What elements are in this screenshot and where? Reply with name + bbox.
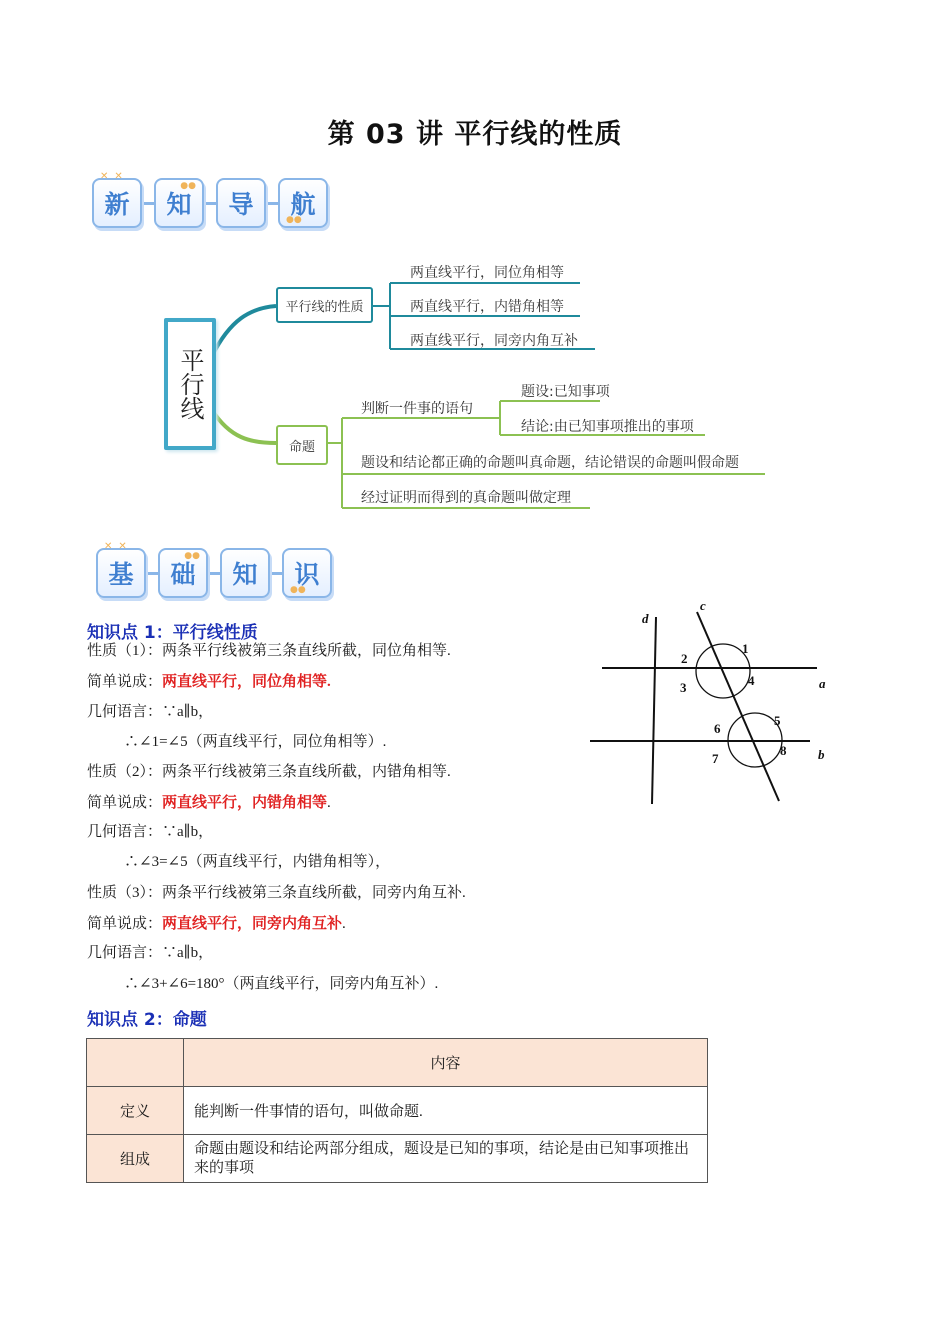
section-badge-basic-knowledge (96, 541, 332, 598)
mind-map-leaf: 判断一件事的语句 (361, 401, 473, 417)
dots-icon: ●● (286, 215, 302, 225)
angle-label-1: 1 (742, 641, 749, 656)
angle-label-5: 5 (774, 713, 781, 728)
mind-map-leaf: 结论:由已知事项推出的事项 (521, 419, 694, 435)
geometry-language-1a: 几何语言：∵a∥b， (87, 704, 214, 720)
parallel-lines-figure (580, 595, 850, 810)
mind-map-leaf: 题设和结论都正确的命题叫真命题，结论错误的命题叫假命题 (361, 455, 739, 471)
mind-map-branch-properties: 平行线的性质 (276, 287, 373, 323)
table-header-row (87, 1039, 708, 1087)
geometry-language-3b: ∴∠3+∠6=180°（两直线平行，同旁内角互补）. (124, 976, 439, 992)
page-title: 第 03 讲 平行线的性质 (327, 119, 623, 150)
mind-map-leaf: 经过证明而得到的真命题叫做定理 (361, 490, 571, 506)
geometry-language-2a: 几何语言：∵a∥b， (87, 824, 214, 840)
section-badge-new-knowledge (92, 171, 328, 228)
badge-char: ●● 础 (158, 548, 208, 598)
angle-label-2: 2 (681, 651, 688, 666)
knowledge-point-1-heading: 知识点 1：平行线性质 (87, 623, 258, 643)
mind-map-root: 平行线 (164, 318, 216, 450)
angle-label-8: 8 (780, 743, 787, 758)
property-2-text: 性质（2）：两条平行线被第三条直线所截，内错角相等. (87, 764, 451, 780)
geometry-language-1b: ∴∠1=∠5（两直线平行，同位角相等）. (124, 734, 387, 750)
table-row (87, 1135, 708, 1183)
sparkle-icon: ✕✕ (100, 171, 129, 182)
property-3-text: 性质（3）：两条平行线被第三条直线所截，同旁内角互补. (87, 885, 466, 901)
mind-map-leaf: 两直线平行，同位角相等 (410, 265, 564, 281)
badge-connector (270, 572, 282, 575)
badge-char: 知 (220, 548, 270, 598)
table-row-label: 组成 (87, 1135, 184, 1183)
dots-icon: ●● (290, 585, 306, 595)
knowledge-point-2-heading: 知识点 2：命题 (87, 1010, 207, 1030)
table-row-content: 能判断一件事情的语句，叫做命题. (184, 1087, 708, 1135)
badge-connector (208, 572, 220, 575)
angle-label-4: 4 (748, 673, 755, 688)
angle-label-7: 7 (712, 751, 719, 766)
property-1-text: 性质（1）：两条平行线被第三条直线所截，同位角相等. (87, 643, 451, 659)
badge-char: ✕✕ 新 (92, 178, 142, 228)
dots-icon: ●● (180, 181, 196, 191)
mind-map-branch-proposition: 命题 (276, 425, 328, 465)
dots-icon: ●● (184, 551, 200, 561)
badge-char: ●● 识 (282, 548, 332, 598)
table-header-content: 内容 (184, 1039, 708, 1087)
label-a: a (819, 676, 826, 691)
property-1-summary: 简单说成：两直线平行，同位角相等. (87, 674, 331, 690)
badge-connector (204, 202, 216, 205)
mind-map-leaf: 两直线平行，同旁内角互补 (410, 333, 578, 349)
label-c: c (700, 598, 706, 613)
label-d: d (642, 611, 649, 626)
table-row-label: 定义 (87, 1087, 184, 1135)
badge-char: ●● 知 (154, 178, 204, 228)
property-3-summary: 简单说成：两直线平行，同旁内角互补. (87, 916, 346, 932)
badge-connector (146, 572, 158, 575)
property-2-summary: 简单说成：两直线平行，内错角相等. (87, 795, 331, 811)
geometry-language-2b: ∴∠3=∠5（两直线平行，内错角相等）， (124, 854, 391, 870)
table-row-content: 命题由题设和结论两部分组成，题设是已知的事项，结论是由已知事项推出来的事项 (184, 1135, 708, 1183)
badge-char: ✕✕ 基 (96, 548, 146, 598)
mind-map (80, 250, 880, 520)
table-header-empty (87, 1039, 184, 1087)
badge-char: 导 (216, 178, 266, 228)
badge-connector (142, 202, 154, 205)
proposition-table (86, 1038, 708, 1183)
badge-connector (266, 202, 278, 205)
mind-map-leaf: 题设:已知事项 (521, 384, 610, 400)
line-d (652, 617, 656, 804)
angle-label-3: 3 (680, 680, 687, 695)
line-c (697, 612, 779, 801)
table-row (87, 1087, 708, 1135)
badge-char: ●● 航 (278, 178, 328, 228)
angle-label-6: 6 (714, 721, 721, 736)
geometry-language-3a: 几何语言：∵a∥b， (87, 945, 214, 961)
mind-map-leaf: 两直线平行，内错角相等 (410, 299, 564, 315)
sparkle-icon: ✕✕ (104, 541, 133, 552)
label-b: b (818, 747, 825, 762)
